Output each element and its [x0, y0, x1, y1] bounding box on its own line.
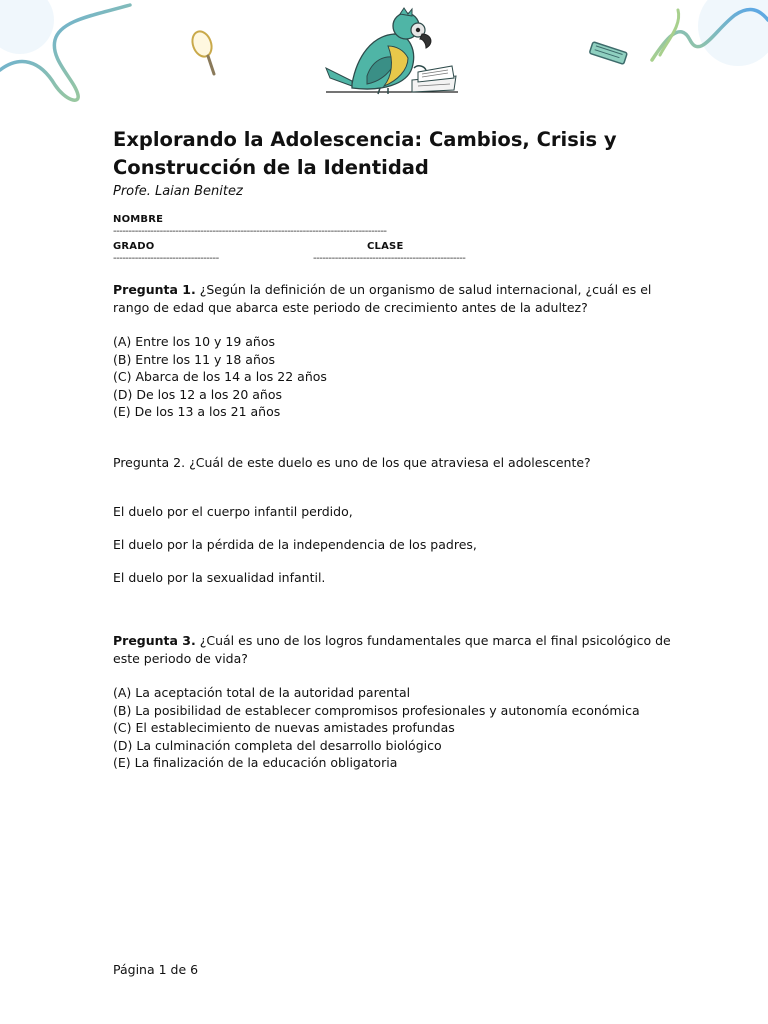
- worksheet-page: [113, 126, 673, 770]
- question-2: [113, 454, 673, 586]
- question-1-option-a[interactable]: (A) Entre los 10 y 19 años: [113, 334, 276, 349]
- question-1-options: [113, 333, 673, 421]
- question-3: [113, 632, 673, 772]
- grade-field[interactable]: [113, 240, 283, 265]
- question-1-prompt: [113, 281, 673, 316]
- class-field[interactable]: [313, 240, 558, 265]
- question-2-prompt: Pregunta 2. ¿Cuál de este duelo es uno de los que atraviesa el adolescente?: [113, 455, 591, 470]
- question-1: [113, 281, 673, 421]
- question-1-label: Pregunta 1.: [113, 282, 196, 297]
- notepad-icon: [586, 40, 630, 68]
- question-3-text: ¿Cuál es uno de los logros fundamentales que marca el final psicológico de este periodo de vida?: [113, 633, 671, 666]
- question-1-option-e[interactable]: (E) De los 13 a los 21 años: [113, 404, 281, 419]
- name-input-line[interactable]: ----------------------------------------------------------------------------------------: [113, 226, 387, 237]
- grade-label: GRADO: [113, 241, 155, 252]
- grade-input-line[interactable]: ----------------------------------: [113, 253, 219, 264]
- question-3-label: Pregunta 3.: [113, 633, 196, 648]
- ribbon-decoration-right: [620, 0, 768, 110]
- question-3-option-e[interactable]: (E) La finalización de la educación obligatoria: [113, 755, 398, 770]
- name-field[interactable]: [113, 213, 553, 238]
- question-3-options: [113, 684, 673, 772]
- page-indicator: Página 1 de 6: [113, 962, 199, 977]
- question-1-text: ¿Según la definición de un organismo de salud internacional, ¿cuál es el rango de edad que abarca este periodo de crecimiento antes de la adultez?: [113, 282, 652, 315]
- question-2-option-3[interactable]: El duelo por la sexualidad infantil.: [113, 569, 326, 585]
- author-line: Profe. Laian Benitez: [113, 184, 243, 199]
- question-3-option-b[interactable]: (B) La posibilidad de establecer compromisos profesionales y autonomía económica: [113, 702, 640, 718]
- question-3-option-a[interactable]: (A) La aceptación total de la autoridad parental: [113, 685, 411, 700]
- parrot-reading-icon: [322, 6, 462, 98]
- question-1-option-b[interactable]: (B) Entre los 11 y 18 años: [113, 351, 276, 367]
- question-1-option-d[interactable]: (D) De los 12 a los 20 años: [113, 386, 282, 402]
- class-input-line[interactable]: -------------------------------------------------: [313, 253, 466, 264]
- question-3-option-d[interactable]: (D) La culminación completa del desarrollo biológico: [113, 737, 442, 753]
- question-2-option-1[interactable]: El duelo por el cuerpo infantil perdido,: [113, 503, 353, 519]
- ribbon-decoration-left: [0, 0, 140, 110]
- class-label: CLASE: [367, 241, 404, 252]
- question-2-option-2[interactable]: El duelo por la pérdida de la independencia de los padres,: [113, 536, 477, 552]
- name-label: NOMBRE: [113, 214, 164, 225]
- document-title: [113, 126, 673, 182]
- magnifying-glass-icon: [186, 28, 226, 80]
- question-3-prompt: [113, 632, 673, 667]
- question-1-option-c[interactable]: (C) Abarca de los 14 a los 22 años: [113, 369, 327, 384]
- title-line-1: Explorando la Adolescencia: Cambios, Crisis y: [113, 128, 617, 151]
- question-3-option-c[interactable]: (C) El establecimiento de nuevas amistades profundas: [113, 720, 455, 735]
- title-line-2: Construcción de la Identidad: [113, 156, 429, 179]
